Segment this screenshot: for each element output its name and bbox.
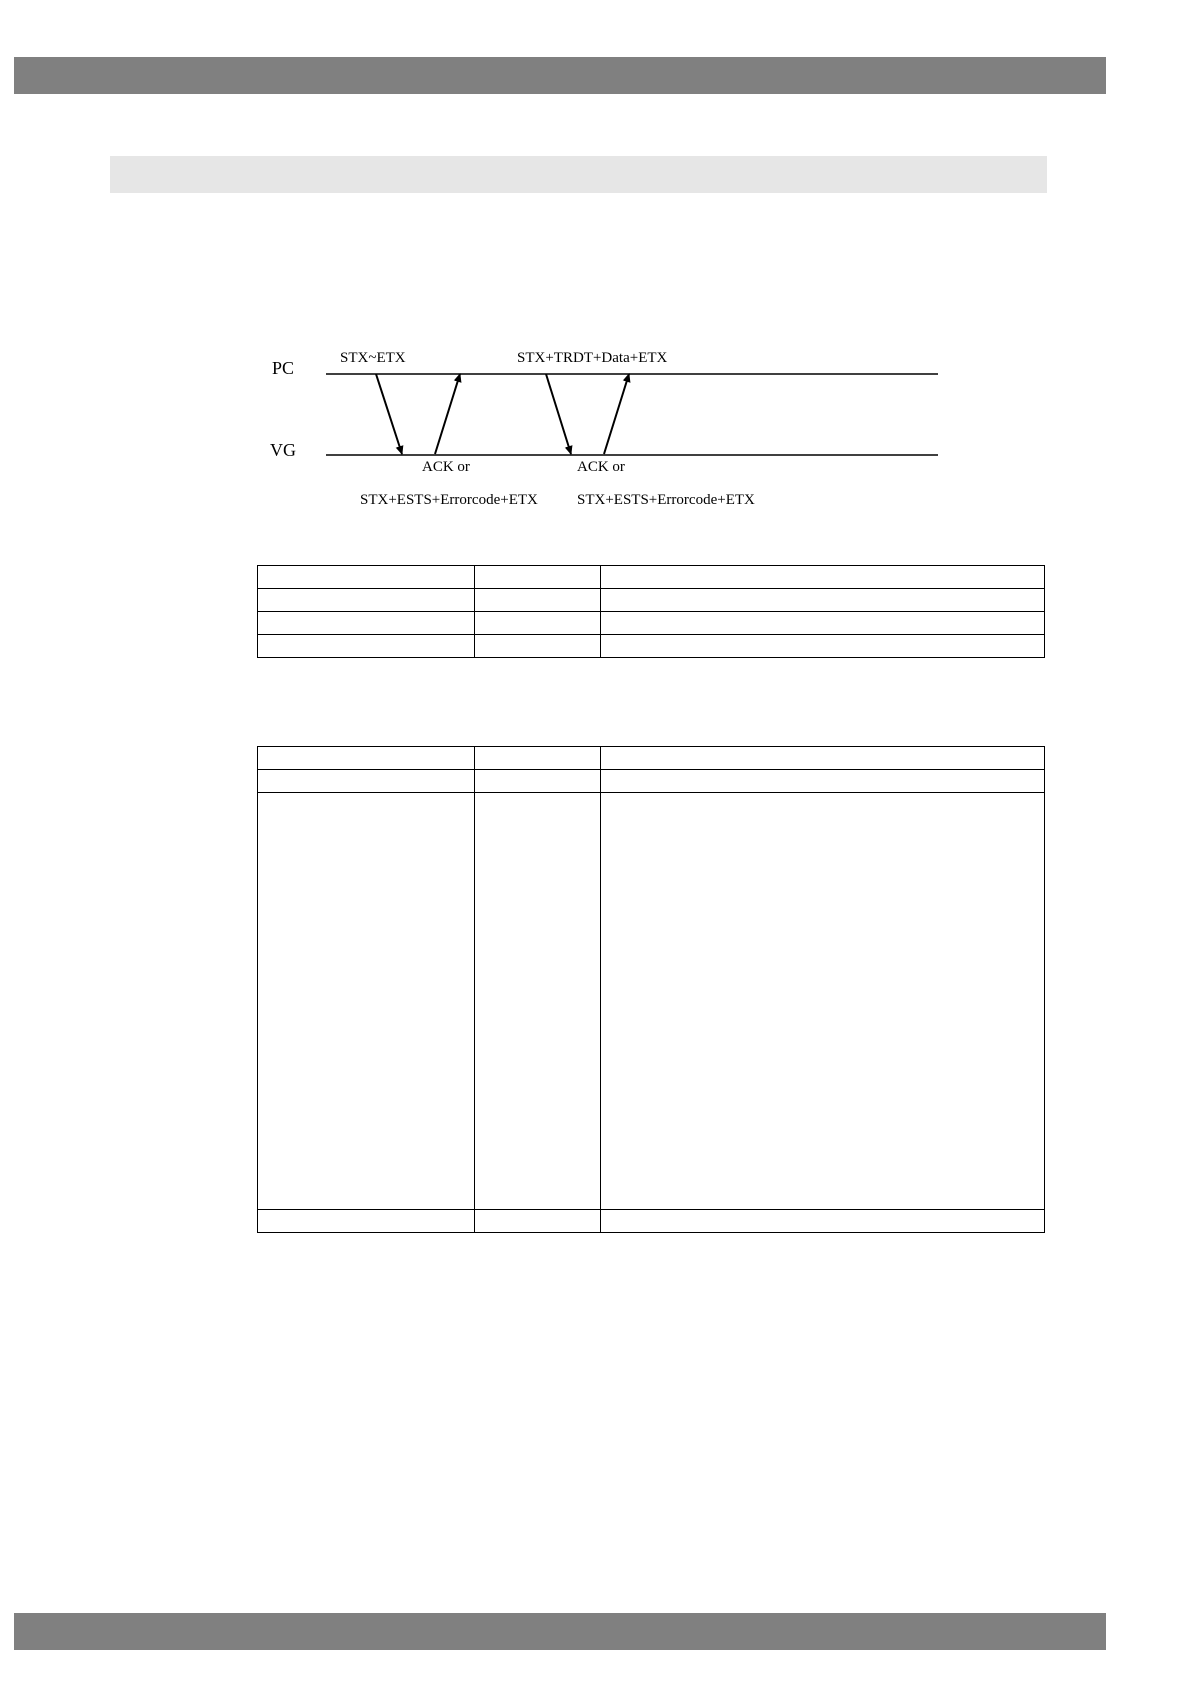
table-row — [258, 747, 1045, 770]
table-cell — [258, 1210, 475, 1233]
table-cell — [258, 612, 475, 635]
table-cell — [258, 589, 475, 612]
table-cell — [475, 612, 601, 635]
table-cell — [258, 747, 475, 770]
table-cell — [601, 1210, 1045, 1233]
message-reply-2: ACK or — [577, 459, 625, 475]
message-send-2: STX+TRDT+Data+ETX — [517, 350, 668, 366]
table-cell — [475, 635, 601, 658]
section-heading-band — [110, 156, 1047, 193]
arrow-vg-to-pc-1 — [435, 374, 460, 454]
table-cell — [601, 793, 1045, 1210]
table-cell — [475, 589, 601, 612]
table-cell — [601, 612, 1045, 635]
response-table — [257, 746, 1045, 1233]
footer-bar — [14, 1613, 1106, 1650]
table-cell — [258, 793, 475, 1210]
table-cell — [475, 1210, 601, 1233]
table-cell — [475, 747, 601, 770]
table-row — [258, 1210, 1045, 1233]
table-cell — [258, 770, 475, 793]
lane-label-vg: VG — [270, 440, 296, 460]
table-cell — [601, 589, 1045, 612]
table-cell — [601, 770, 1045, 793]
arrow-vg-to-pc-2 — [604, 374, 629, 454]
arrow-pc-to-vg-2 — [546, 374, 571, 454]
arrow-pc-to-vg-1 — [376, 374, 402, 454]
table-row — [258, 589, 1045, 612]
table-cell — [601, 747, 1045, 770]
message-send-1: STX~ETX — [340, 350, 406, 366]
table-row — [258, 793, 1045, 1210]
message-error-2: STX+ESTS+Errorcode+ETX — [577, 492, 755, 508]
table-row — [258, 635, 1045, 658]
command-table — [257, 565, 1045, 658]
lane-label-pc: PC — [272, 358, 295, 378]
table-cell — [601, 635, 1045, 658]
table-cell — [475, 566, 601, 589]
table-cell — [258, 566, 475, 589]
message-error-1: STX+ESTS+Errorcode+ETX — [360, 492, 538, 508]
table-cell — [475, 793, 601, 1210]
table-row — [258, 566, 1045, 589]
communication-sequence-diagram — [260, 340, 950, 520]
table-row — [258, 612, 1045, 635]
message-reply-1: ACK or — [422, 459, 470, 475]
table-row — [258, 770, 1045, 793]
header-bar — [14, 57, 1106, 94]
table-cell — [258, 635, 475, 658]
table-cell — [601, 566, 1045, 589]
table-cell — [475, 770, 601, 793]
